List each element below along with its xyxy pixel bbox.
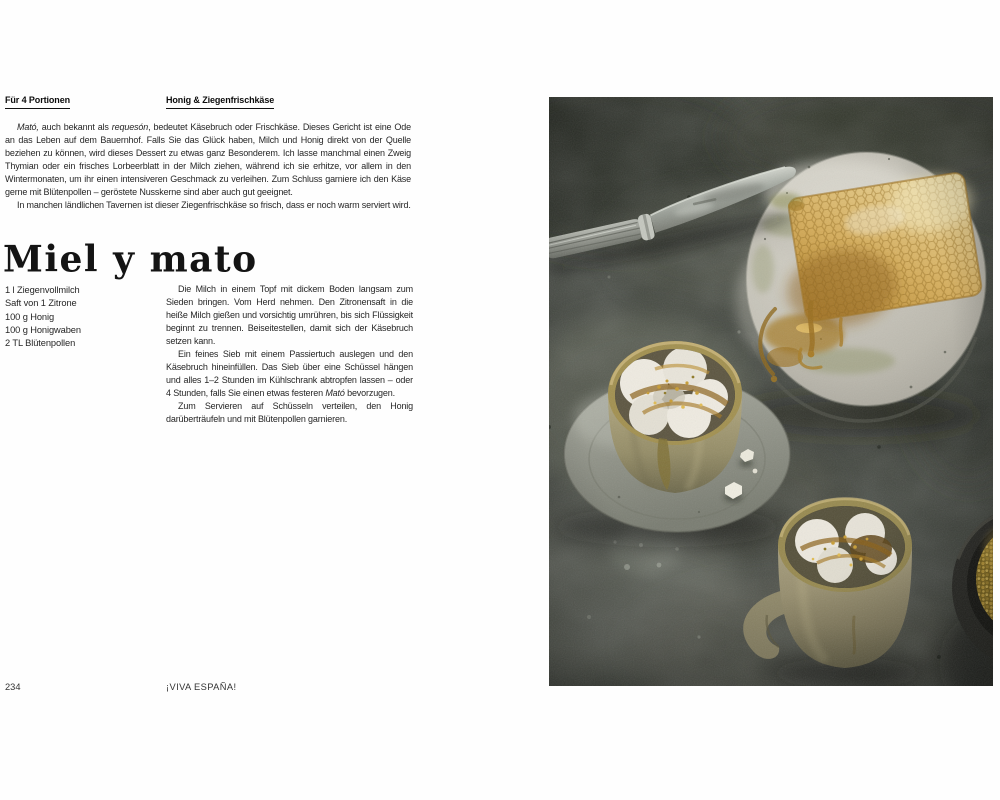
recipe-photo — [549, 97, 993, 686]
method-text — [166, 283, 413, 426]
ingredient-item: Saft von 1 Zitrone — [5, 298, 77, 309]
page-number: 234 — [5, 682, 21, 692]
running-title: ¡VIVA ESPAÑA! — [166, 682, 237, 692]
ingredient-item: 1 l Ziegenvollmilch — [5, 285, 80, 295]
method-italic-mato: Mató — [325, 388, 345, 398]
ingredient-item: 2 TL Blütenpollen — [5, 338, 76, 349]
ingredient-item: 100 g Honig — [5, 311, 55, 322]
intro-text — [5, 121, 411, 212]
intro-paragraph-1 — [5, 121, 411, 199]
intro-text-part1: auch bekannt als — [38, 122, 112, 132]
intro-paragraph-2: In manchen ländlichen Tavernen ist dieser Ziegenfrischkäse so frisch, dass er noch warm serviert wird. — [17, 200, 411, 210]
method-paragraph-3: Zum Servieren auf Schüsseln verteilen, den Honig darüberträufeln und mit Blütenpollen garnieren. — [166, 401, 413, 424]
category-label: Honig & Ziegenfrischkäse — [166, 95, 274, 109]
intro-italic-mato: Mató, — [17, 122, 39, 132]
photo-grain — [549, 97, 993, 686]
ingredient-item: 100 g Honigwaben — [5, 324, 81, 335]
method-text-part1: Ein feines Sieb mit einem Passiertuch auslegen und den Käsebruch hineinfüllen. Das Sieb über eine Schüssel hängen und alles 1–2 Stunden im Kühlschrank abtropfen lassen – oder 4 Stunden, falls Sie einen etwas festeren — [166, 349, 413, 398]
method-text-part2: bevorzugen. — [344, 388, 395, 398]
method-paragraph-2 — [166, 348, 413, 400]
ingredients-list — [5, 284, 155, 350]
recipe-title: Miel y mato — [3, 238, 258, 281]
method-paragraph-1: Die Milch in einem Topf mit dickem Boden langsam zum Sieden bringen. Vom Herd nehmen. Den Zitronensaft in die heiße Milch gießen und vorsichtig umrühren, bis sich Flüssigkeit beginnt zu trennen. Beiseitestellen, damit sich der Käsebruch setzen kann. — [166, 284, 413, 346]
recipe-photo-illustration — [549, 97, 993, 686]
intro-italic-requeson: requesón — [111, 122, 149, 132]
portions-label: Für 4 Portionen — [5, 95, 70, 109]
intro-text-part2: , bedeutet Käsebruch oder Frischkäse. Dieses Gericht ist eine Ode an das Leben auf dem Bauernhof. Falls Sie das Glück haben, Milch und Honig direkt von der Quelle beziehen zu können, wird dieses Dessert zu etwas ganz Besonderem. Ich lasse manchmal einen Zweig Thymian oder ein frisches Lorbeerblatt in der Milch ziehen, während ich sie erhitze, vor allem in den Wintermonaten, um ihr einen intensiveren Geschmack zu verleihen. Zum Schluss garniere ich den Käse gerne mit Blütenpollen – geröstete Nusskerne sind aber auch gut geeignet. — [5, 122, 411, 197]
